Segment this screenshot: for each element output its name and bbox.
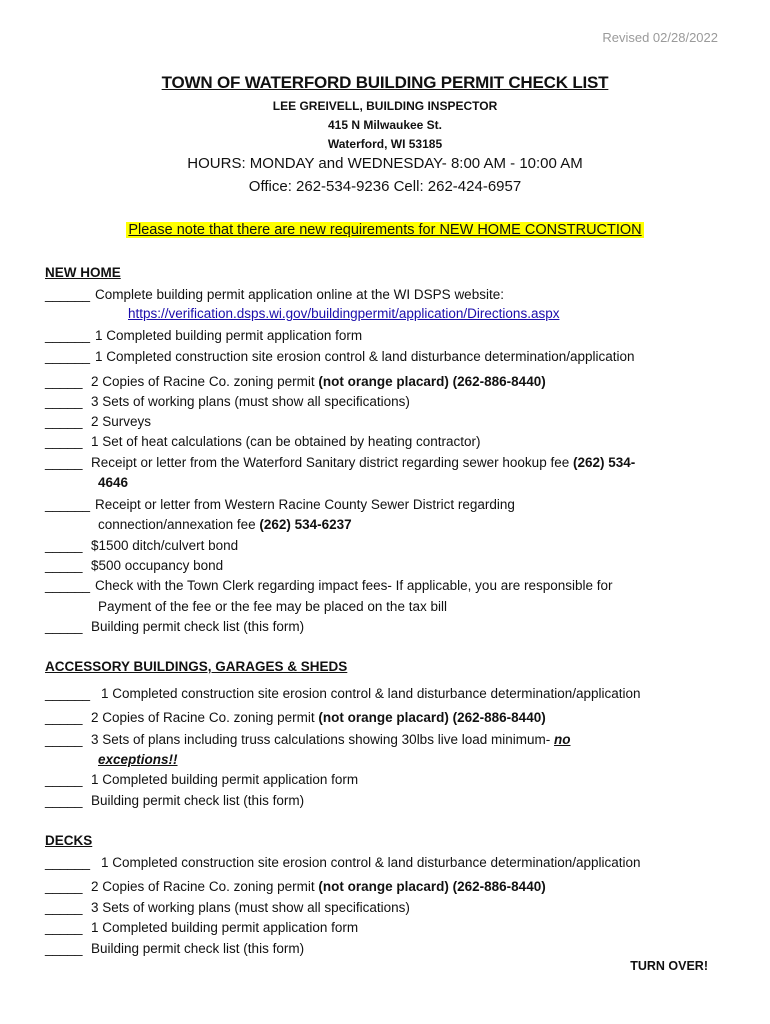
checkbox-blank[interactable]: _____: [45, 558, 83, 573]
list-item: ______ 1 Completed building permit application form: [45, 326, 725, 346]
list-item: _____ 2 Copies of Racine Co. zoning permit (not orange placard) (262-886-8440): [45, 877, 725, 897]
list-item: _____ 2 Copies of Racine Co. zoning permit (not orange placard) (262-886-8440): [45, 372, 725, 392]
checkbox-blank[interactable]: _____: [45, 394, 83, 409]
list-item: _____ 3 Sets of plans including truss calculations showing 30lbs live load minimum- no: [45, 730, 725, 750]
checkbox-blank[interactable]: ______: [45, 497, 91, 512]
page-title: TOWN OF WATERFORD BUILDING PERMIT CHECK LIST: [161, 73, 609, 92]
section-heading-accessory-buildings: ACCESSORY BUILDINGS, GARAGES & SHEDS: [45, 659, 348, 674]
checkbox-blank[interactable]: _____: [45, 900, 83, 915]
section-heading-new-home: NEW HOME: [45, 265, 121, 280]
checkbox-blank[interactable]: _____: [45, 374, 83, 389]
address-line-2: Waterford, WI 53185: [327, 137, 443, 151]
list-item: _____ 2 Surveys: [45, 412, 725, 432]
notice-container: [0, 221, 770, 239]
phone-numbers: Office: 262-534-9236 Cell: 262-424-6957: [248, 178, 522, 195]
list-item: ______ 1 Completed construction site erosion control & land disturbance determination/application: [45, 347, 725, 367]
list-item: _____ $1500 ditch/culvert bond: [45, 536, 725, 556]
list-item: _____ 2 Copies of Racine Co. zoning permit (not orange placard) (262-886-8440): [45, 708, 725, 728]
list-item: _____ 1 Set of heat calculations (can be obtained by heating contractor): [45, 432, 725, 452]
checkbox-blank[interactable]: _____: [45, 538, 83, 553]
address-line-1: 415 N Milwaukee St.: [327, 118, 443, 132]
list-item: _____ Building permit check list (this form): [45, 791, 725, 811]
section-heading-decks: DECKS: [45, 833, 93, 848]
inspector-name: LEE GREIVELL, BUILDING INSPECTOR: [272, 99, 498, 113]
checkbox-blank[interactable]: _____: [45, 434, 83, 449]
checkbox-blank[interactable]: _____: [45, 879, 83, 894]
list-item: _____ Receipt or letter from the Waterford Sanitary district regarding sewer hookup fee (262) 534-: [45, 453, 725, 473]
list-item-continuation: 4646: [98, 475, 129, 490]
checkbox-blank[interactable]: _____: [45, 920, 83, 935]
checkbox-blank[interactable]: _____: [45, 772, 83, 787]
list-item: ______ Complete building permit application online at the WI DSPS website:: [45, 285, 725, 305]
checkbox-blank[interactable]: _____: [45, 710, 83, 725]
checkbox-blank[interactable]: ______: [45, 349, 91, 364]
list-item-continuation: exceptions!!: [98, 752, 178, 767]
list-item-continuation: connection/annexation fee (262) 534-6237: [98, 517, 352, 532]
revised-date: Revised 02/28/2022: [602, 30, 718, 45]
list-item: ______ 1 Completed construction site erosion control & land disturbance determination/application: [45, 853, 725, 873]
dsps-website-link[interactable]: https://verification.dsps.wi.gov/buildingpermit/application/Directions.aspx: [128, 306, 560, 321]
checkbox-blank[interactable]: _____: [45, 619, 83, 634]
list-item: _____ 3 Sets of working plans (must show all specifications): [45, 392, 725, 412]
list-item: _____ $500 occupancy bond: [45, 556, 725, 576]
list-item-continuation: Payment of the fee or the fee may be placed on the tax bill: [98, 599, 447, 614]
list-item: _____ 1 Completed building permit application form: [45, 918, 725, 938]
checkbox-blank[interactable]: _____: [45, 793, 83, 808]
office-hours: HOURS: MONDAY and WEDNESDAY- 8:00 AM - 10:00 AM: [187, 155, 583, 172]
checkbox-blank[interactable]: _____: [45, 941, 83, 956]
list-item: ______ 1 Completed construction site erosion control & land disturbance determination/application: [45, 684, 725, 704]
checkbox-blank[interactable]: ______: [45, 855, 91, 870]
checkbox-blank[interactable]: _____: [45, 414, 83, 429]
list-item: ______ Receipt or letter from Western Racine County Sewer District regarding: [45, 495, 725, 515]
list-item: _____ Building permit check list (this form): [45, 617, 725, 637]
list-item: _____ 1 Completed building permit application form: [45, 770, 725, 790]
list-item: _____ Building permit check list (this form): [45, 939, 725, 959]
checkbox-blank[interactable]: ______: [45, 578, 91, 593]
list-item: ______ Check with the Town Clerk regarding impact fees- If applicable, you are responsible for: [45, 576, 725, 596]
turn-over-note: TURN OVER!: [630, 959, 708, 973]
checkbox-blank[interactable]: ______: [45, 686, 91, 701]
checkbox-blank[interactable]: ______: [45, 287, 91, 302]
new-home-notice: Please note that there are new requirements for NEW HOME CONSTRUCTION: [128, 222, 642, 238]
checkbox-blank[interactable]: _____: [45, 455, 83, 470]
list-item: _____ 3 Sets of working plans (must show all specifications): [45, 898, 725, 918]
checkbox-blank[interactable]: ______: [45, 328, 91, 343]
checkbox-blank[interactable]: _____: [45, 732, 83, 747]
